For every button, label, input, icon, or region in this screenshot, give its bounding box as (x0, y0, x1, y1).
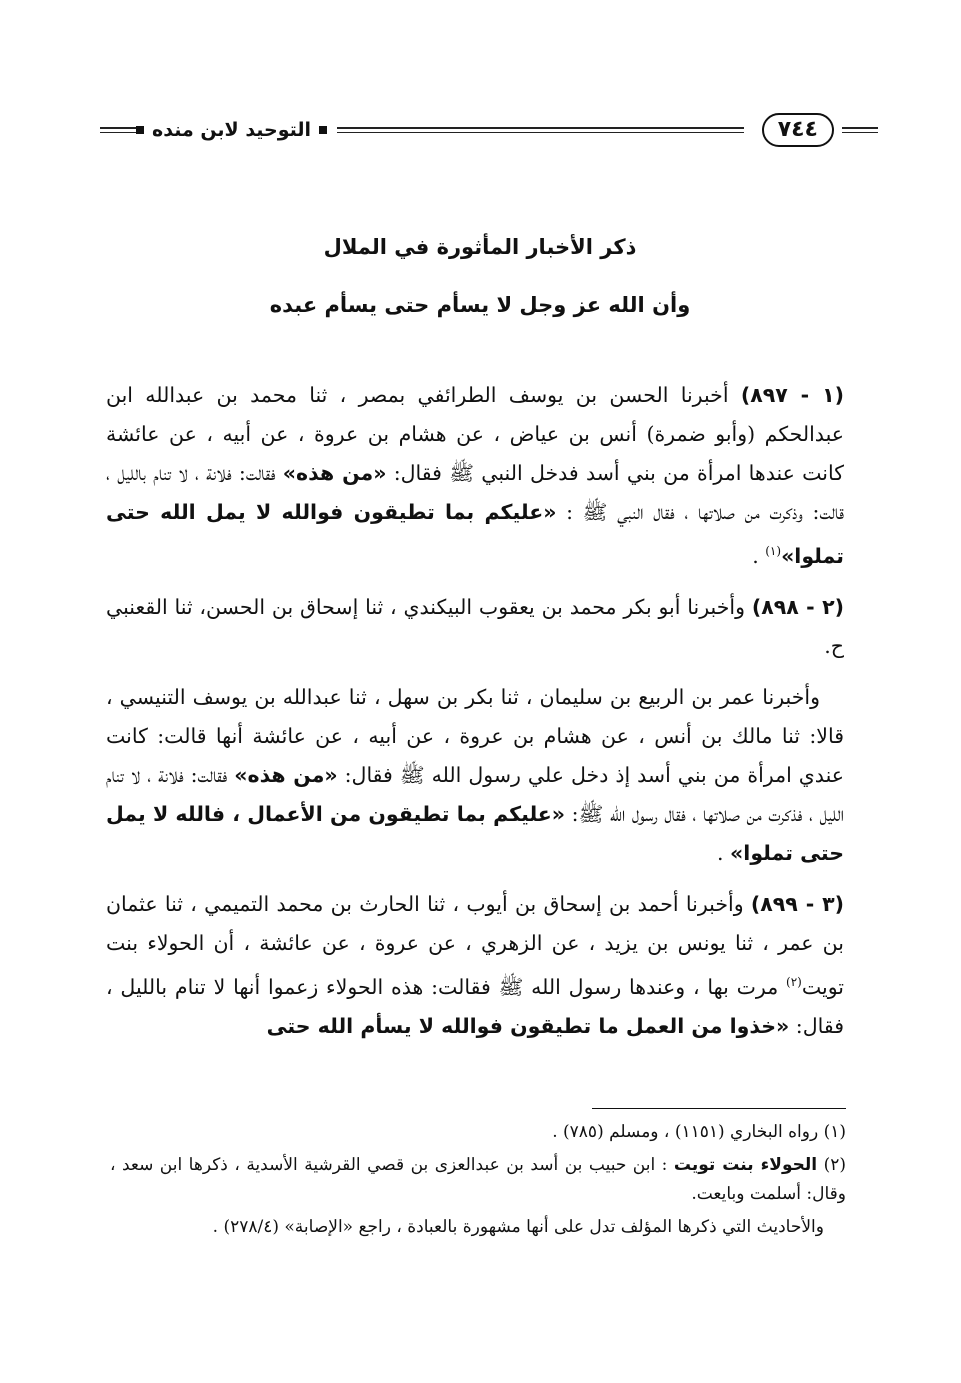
header-rule-right (842, 127, 878, 133)
hadith-899 (106, 885, 844, 1046)
hadith-quote: «من هذه» (282, 461, 387, 485)
footnotes (110, 1118, 846, 1246)
hadith-text: مرت بها ، وعندها رسول الله ﷺ فقالت: هذه الحولاء زعموا أنها لا تنام بالليل ، فقال: (106, 974, 844, 1038)
footnote-2-note: والأحاديث التي ذكرها المؤلف تدل على أنها مشهورة بالعبادة ، راجع «الإصابة» (٢٧٨/٤) . (212, 1217, 824, 1237)
chapter-title-line-1: ذكر الأخبار المأثورة في الملال (323, 235, 637, 259)
hadith-quote: «خذوا من العمل ما تطيقون فوالله لا يسأم الله حتى (266, 1013, 790, 1038)
footnote-2-text: : ابن حبيب بن أسد بن عبدالعزى بن قصي القرشية الأسدية ، ذكرها ابن سعد ، وقال: أسلمت وبايعت. (110, 1155, 846, 1204)
square-ornament-icon (136, 126, 144, 134)
running-title: التوحيد لابن منده (152, 119, 312, 141)
footnote-2 (110, 1151, 846, 1209)
footnote-marker: (١) (765, 544, 782, 558)
hadith-898 (106, 588, 844, 666)
hadith-text: وأخبرنا أحمد بن إسحاق بن أيوب ، ثنا الحارث بن محمد التميمي ، ثنا عثمان بن عمر ، ثنا يونس بن يزيد ، عن الزهري ، عن عروة ، عن عائشة ، أن الحولاء بنت تويت (106, 891, 844, 999)
chapter-title-line-2: وأن الله عز وجل لا يسأم حتى يسأم عبده (269, 293, 691, 317)
hadith-number: (٣ - ٨٩٩) (750, 891, 844, 916)
header-rule-middle (337, 127, 744, 133)
hadith-text: فقالت: فلانة ، لا تنام الليل ، فذكرت من صلاتها ، فقال رسول الله ﷺ: (106, 762, 844, 826)
main-text (106, 376, 844, 1058)
page-number: ٧٤٤ (762, 113, 834, 147)
hadith-898-second-chain (106, 678, 844, 873)
hadith-end: . (717, 840, 731, 865)
footnote-marker: (٢) (786, 974, 802, 989)
hadith-897 (106, 376, 844, 576)
footnote-2-name: الحولاء بنت تويت (673, 1155, 818, 1175)
hadith-quote: «عليكم بما تطيقون فوالله لا يمل الله حتى تملوا» (106, 500, 844, 568)
hadith-quote: «من هذه» (234, 762, 338, 787)
hadith-number: (١ - ٨٩٧) (740, 383, 844, 407)
header-rule-left (100, 127, 136, 133)
chapter-heading (120, 218, 840, 334)
hadith-quote: «عليكم بما تطيقون من الأعمال ، فالله لا يمل حتى تملوا» (106, 801, 844, 865)
footnote-2-mark: (٢) (817, 1155, 846, 1175)
hadith-text: وأخبرنا عمر بن الربيع بن سليمان ، ثنا بكر بن سهل ، ثنا عبدالله بن يوسف التنيسي ، قالا: ثنا مالك بن أنس ، عن هشام بن عروة ، عن أبيه ، عن عائشة أنها قالت: كانت عندي امرأة من بني أسد إذ دخل علي رسول الله ﷺ فقال: (106, 684, 844, 787)
hadith-text: وأخبرنا أبو بكر محمد بن يعقوب البيكندي ، ثنا إسحاق بن الحسن، ثنا القعنبي ح. (106, 594, 844, 658)
hadith-end: . (752, 543, 766, 568)
hadith-text: فقالت: فلانة ، لا تنام بالليل ، قالت: وذكرت من صلاتها ، فقال النبي ﷺ : (106, 461, 844, 524)
page-header (100, 110, 878, 150)
footnote-separator (592, 1108, 846, 1109)
footnote-1: (١) رواه البخاري (١١٥١) ، ومسلم (٧٨٥) . (552, 1122, 846, 1142)
square-ornament-icon (319, 126, 327, 134)
hadith-text: أخبرنا الحسن بن يوسف الطرائفي بمصر ، ثنا محمد بن عبدالله ابن عبدالحكم (وأبو ضمرة) أنس بن عياض ، عن هشام بن عروة ، عن أبيه ، عن عائشة كانت عندها امرأة من بني أسد فدخل النبي ﷺ فقال: (106, 383, 845, 485)
hadith-number: (٢ - ٨٩٨) (751, 594, 844, 619)
